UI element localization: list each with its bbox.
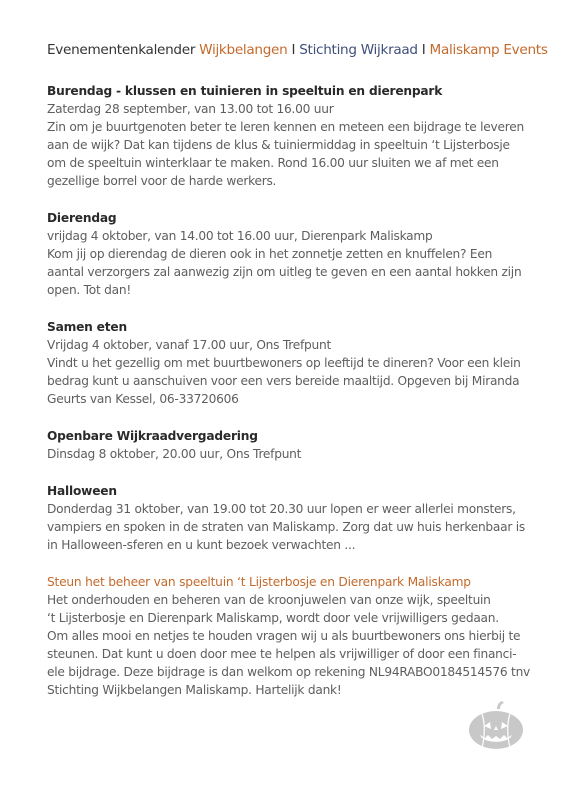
header-maliskamp: Maliskamp Events — [429, 42, 548, 58]
event-text-line: Vindt u het gezellig om met buurtbewoners op leeftijd te dineren? Voor een klein — [47, 356, 521, 370]
event-text-line: Het onderhouden en beheren van de kroonjuwelen van onze wijk, speeltuin — [47, 593, 491, 607]
header-separator: I — [291, 42, 296, 58]
event-title: Steun het beheer van speeltuin ‘t Lijsterbosje en Dierenpark Maliskamp — [47, 575, 471, 589]
event-text-line: Kom jij op dierendag de dieren ook in het zonnetje zetten en knuffelen? Een — [47, 247, 493, 261]
event-text-line: aan de wijk? Dat kan tijdens de klus & tuiniermiddag in speeltuin ‘t Lijsterbosje — [47, 138, 510, 152]
event-text-line: Vrijdag 4 oktober, vanaf 17.00 uur, Ons Trefpunt — [47, 338, 332, 352]
event-title: Dierendag — [47, 211, 117, 225]
event-item — [47, 573, 537, 699]
event-text-line: open. Tot dan! — [47, 283, 131, 297]
event-text-line: aantal verzorgers zal aanwezig zijn om uitleg te geven en een aantal hokken zijn — [47, 265, 522, 279]
header-prefix: Evenementenkalender — [47, 42, 196, 58]
event-text-line: vrijdag 4 oktober, van 14.00 tot 16.00 uur, Dierenpark Maliskamp — [47, 229, 433, 243]
event-list — [47, 82, 537, 699]
event-text-line: om de speeltuin winterklaar te maken. Rond 16.00 uur sluiten we af met een — [47, 156, 499, 170]
event-item — [47, 82, 537, 190]
event-item — [47, 318, 537, 408]
event-title: Samen eten — [47, 320, 127, 334]
event-text-line: ‘t Lijsterbosje en Dierenpark Maliskamp, wordt door vele vrijwilligers gedaan. — [47, 611, 499, 625]
event-text-line: in Halloween-sferen en u kunt bezoek verwachten ... — [47, 538, 356, 552]
header-separator: I — [421, 42, 426, 58]
header-wijkraad: Stichting Wijkraad — [299, 42, 418, 58]
event-item — [47, 482, 537, 554]
page — [47, 42, 548, 718]
event-text-line: Zin om je buurtgenoten beter te leren kennen en meteen een bijdrage te leveren — [47, 120, 524, 134]
event-title: Burendag - klussen en tuinieren in speeltuin en dierenpark — [47, 84, 443, 98]
event-text-line: Dinsdag 8 oktober, 20.00 uur, Ons Trefpunt — [47, 447, 302, 461]
event-text-line: steunen. Dat kunt u doen door mee te helpen als vrijwilliger of door een financi- — [47, 647, 517, 661]
event-text-line: Om alles mooi en netjes te houden vragen wij u als buurtbewoners ons hierbij te — [47, 629, 521, 643]
page-header — [47, 42, 548, 58]
event-item — [47, 209, 537, 299]
event-text-line: ele bijdrage. Deze bijdrage is dan welkom op rekening NL94RABO0184514576 tnv — [47, 665, 531, 679]
event-text-line: gezellige borrel voor de harde werkers. — [47, 174, 277, 188]
event-text-line: bedrag kunt u aanschuiven voor een vers bereide maaltijd. Opgeven bij Miranda — [47, 374, 520, 388]
header-wijkbelangen: Wijkbelangen — [199, 42, 288, 58]
event-text-line: Zaterdag 28 september, van 13.00 tot 16.00 uur — [47, 102, 334, 116]
event-text-line: Stichting Wijkbelangen Maliskamp. Hartelijk dank! — [47, 683, 342, 697]
event-item — [47, 427, 537, 463]
event-title: Openbare Wijkraadvergadering — [47, 429, 258, 443]
event-title: Halloween — [47, 484, 117, 498]
pumpkin-icon — [468, 700, 524, 750]
event-text-line: Geurts van Kessel, 06-33720606 — [47, 392, 239, 406]
event-text-line: vampiers en spoken in de straten van Maliskamp. Zorg dat uw huis herkenbaar is — [47, 520, 525, 534]
event-text-line: Donderdag 31 oktober, van 19.00 tot 20.30 uur lopen er weer allerlei monsters, — [47, 502, 516, 516]
